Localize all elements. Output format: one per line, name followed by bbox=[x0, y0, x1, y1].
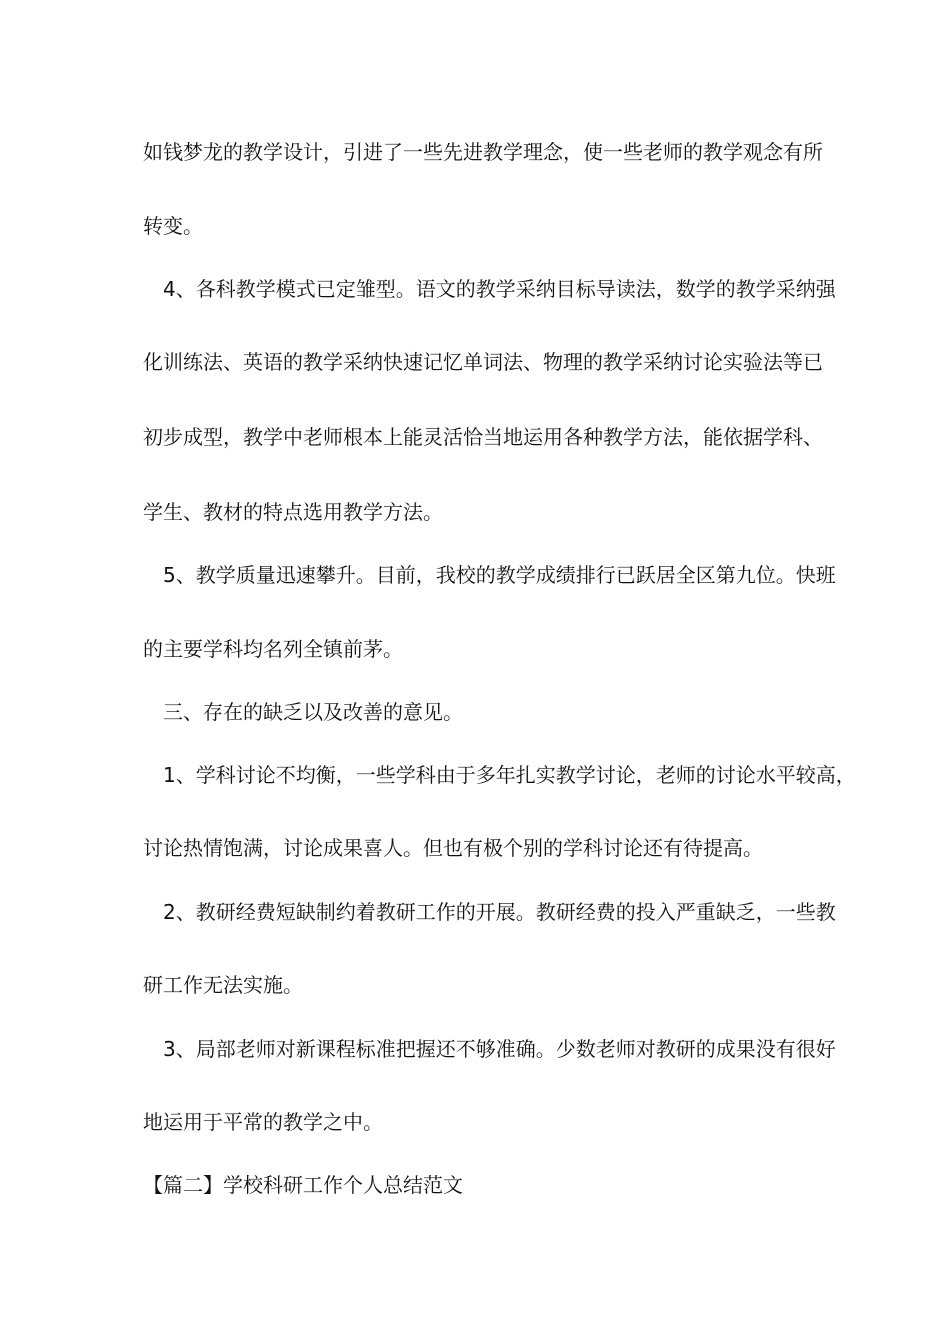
list-item-4: 4、各科教学模式已定雏型。语文的教学采纳目标导读法，数学的教学采纳强 bbox=[163, 277, 836, 301]
chapter-title: 【篇二】学校科研工作个人总结范文 bbox=[143, 1173, 463, 1197]
section-heading: 三、存在的缺乏以及改善的意见。 bbox=[163, 700, 463, 724]
paragraph-line: 如钱梦龙的教学设计，引进了一些先进教学理念，使一些老师的教学观念有所 bbox=[143, 140, 823, 164]
paragraph-line: 化训练法、英语的教学采纳快速记忆单词法、物理的教学采纳讨论实验法等已 bbox=[143, 350, 823, 374]
list-item-1: 1、学科讨论不均衡，一些学科由于多年扎实教学讨论，老师的讨论水平较高， bbox=[163, 763, 856, 787]
paragraph-line: 学生、教材的特点选用教学方法。 bbox=[143, 500, 443, 524]
list-item-2: 2、教研经费短缺制约着教研工作的开展。教研经费的投入严重缺乏，一些教 bbox=[163, 900, 836, 924]
paragraph-line: 转变。 bbox=[143, 214, 203, 238]
list-item-5: 5、教学质量迅速攀升。目前，我校的教学成绩排行已跃居全区第九位。快班 bbox=[163, 563, 836, 587]
list-item-3: 3、局部老师对新课程标准把握还不够准确。少数老师对教研的成果没有很好 bbox=[163, 1037, 836, 1061]
paragraph-line: 研工作无法实施。 bbox=[143, 973, 303, 997]
paragraph-line: 地运用于平常的教学之中。 bbox=[143, 1110, 383, 1134]
paragraph-line: 初步成型，教学中老师根本上能灵活恰当地运用各种教学方法，能依据学科、 bbox=[143, 425, 823, 449]
paragraph-line: 讨论热情饱满，讨论成果喜人。但也有极个别的学科讨论还有待提高。 bbox=[143, 836, 763, 860]
paragraph-line: 的主要学科均名列全镇前茅。 bbox=[143, 637, 403, 661]
